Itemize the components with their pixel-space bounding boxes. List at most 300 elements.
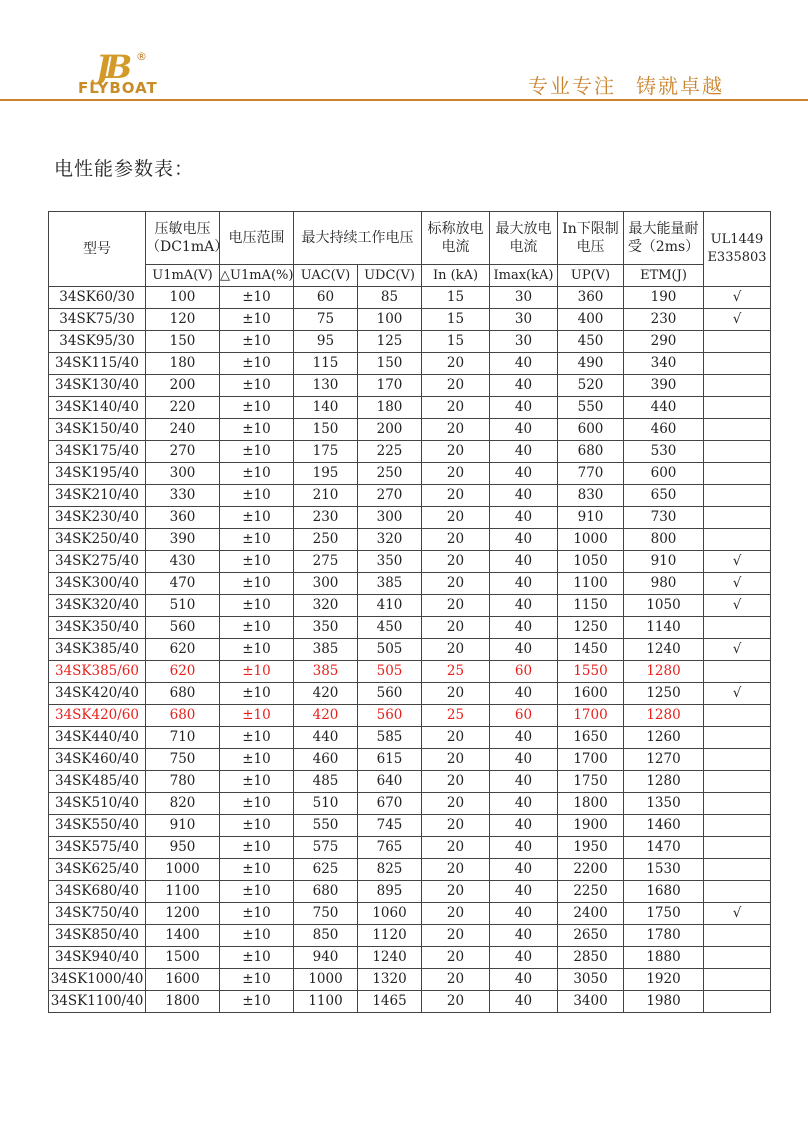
spec-table	[48, 211, 771, 1013]
cell-udc: 150	[358, 353, 422, 375]
cell-range: ±10	[220, 881, 294, 903]
cell-model: 34SK385/60	[49, 661, 146, 683]
cell-up: 1100	[558, 573, 624, 595]
cell-imax: 40	[490, 595, 558, 617]
cell-imax: 40	[490, 837, 558, 859]
cell-range: ±10	[220, 595, 294, 617]
cell-in: 25	[422, 705, 490, 727]
cell-imax: 40	[490, 617, 558, 639]
cell-ul: √	[704, 903, 771, 925]
cell-model: 34SK350/40	[49, 617, 146, 639]
cell-uac: 115	[294, 353, 358, 375]
page-title: 电性能参数表：	[54, 158, 195, 180]
table-row	[49, 573, 771, 595]
cell-model: 34SK575/40	[49, 837, 146, 859]
slogan-left: 专业专注	[528, 74, 616, 98]
cell-in: 20	[422, 551, 490, 573]
cell-model: 34SK75/30	[49, 309, 146, 331]
cell-ul	[704, 749, 771, 771]
cell-uac: 850	[294, 925, 358, 947]
cell-uac: 275	[294, 551, 358, 573]
cell-etm: 1920	[624, 969, 704, 991]
cell-in: 20	[422, 595, 490, 617]
cell-uac: 385	[294, 639, 358, 661]
cell-up: 2650	[558, 925, 624, 947]
cell-model: 34SK460/40	[49, 749, 146, 771]
cell-etm: 1240	[624, 639, 704, 661]
cell-u1ma: 390	[146, 529, 220, 551]
cell-ul	[704, 705, 771, 727]
table-row	[49, 309, 771, 331]
cell-model: 34SK485/40	[49, 771, 146, 793]
cell-in: 20	[422, 925, 490, 947]
cell-ul	[704, 969, 771, 991]
cell-range: ±10	[220, 947, 294, 969]
cell-ul	[704, 441, 771, 463]
header-imax: Imax(kA)	[490, 265, 558, 287]
cell-udc: 385	[358, 573, 422, 595]
cell-up: 600	[558, 419, 624, 441]
cell-in: 20	[422, 991, 490, 1013]
registered-mark: ®	[136, 50, 147, 63]
cell-etm: 1280	[624, 771, 704, 793]
cell-model: 34SK175/40	[49, 441, 146, 463]
cell-uac: 300	[294, 573, 358, 595]
cell-ul	[704, 661, 771, 683]
cell-range: ±10	[220, 969, 294, 991]
cell-ul	[704, 419, 771, 441]
cell-ul: √	[704, 309, 771, 331]
cell-ul	[704, 463, 771, 485]
cell-ul	[704, 617, 771, 639]
cell-udc: 585	[358, 727, 422, 749]
cell-range: ±10	[220, 617, 294, 639]
cell-u1ma: 1600	[146, 969, 220, 991]
cell-etm: 1250	[624, 683, 704, 705]
cell-udc: 250	[358, 463, 422, 485]
cell-u1ma: 950	[146, 837, 220, 859]
cell-range: ±10	[220, 661, 294, 683]
header-etm: ETM(J)	[624, 265, 704, 287]
table-row	[49, 485, 771, 507]
cell-uac: 940	[294, 947, 358, 969]
cell-u1ma: 100	[146, 287, 220, 309]
cell-etm: 1470	[624, 837, 704, 859]
cell-range: ±10	[220, 991, 294, 1013]
cell-range: ±10	[220, 529, 294, 551]
cell-in: 20	[422, 683, 490, 705]
cell-ul	[704, 793, 771, 815]
cell-up: 1600	[558, 683, 624, 705]
header-in: In (kA)	[422, 265, 490, 287]
cell-etm: 390	[624, 375, 704, 397]
cell-ul	[704, 859, 771, 881]
cell-in: 20	[422, 859, 490, 881]
cell-ul	[704, 815, 771, 837]
cell-udc: 1320	[358, 969, 422, 991]
cell-up: 2850	[558, 947, 624, 969]
spec-table-body	[49, 287, 771, 1013]
table-row	[49, 947, 771, 969]
cell-ul	[704, 837, 771, 859]
cell-uac: 1000	[294, 969, 358, 991]
header-divider	[0, 99, 808, 101]
cell-up: 360	[558, 287, 624, 309]
table-row	[49, 463, 771, 485]
cell-model: 34SK625/40	[49, 859, 146, 881]
cell-u1ma: 1200	[146, 903, 220, 925]
cell-model: 34SK150/40	[49, 419, 146, 441]
table-row	[49, 595, 771, 617]
cell-etm: 1270	[624, 749, 704, 771]
cell-model: 34SK750/40	[49, 903, 146, 925]
cell-in: 25	[422, 661, 490, 683]
cell-in: 20	[422, 771, 490, 793]
cell-uac: 150	[294, 419, 358, 441]
cell-u1ma: 180	[146, 353, 220, 375]
cell-udc: 560	[358, 683, 422, 705]
cell-in: 20	[422, 529, 490, 551]
cell-u1ma: 680	[146, 683, 220, 705]
table-row	[49, 441, 771, 463]
cell-model: 34SK130/40	[49, 375, 146, 397]
cell-u1ma: 780	[146, 771, 220, 793]
cell-in: 20	[422, 353, 490, 375]
table-row	[49, 705, 771, 727]
cell-model: 34SK115/40	[49, 353, 146, 375]
cell-u1ma: 510	[146, 595, 220, 617]
cell-model: 34SK940/40	[49, 947, 146, 969]
cell-etm: 1280	[624, 661, 704, 683]
cell-udc: 125	[358, 331, 422, 353]
cell-model: 34SK550/40	[49, 815, 146, 837]
cell-uac: 175	[294, 441, 358, 463]
cell-ul	[704, 485, 771, 507]
cell-etm: 530	[624, 441, 704, 463]
cell-imax: 30	[490, 309, 558, 331]
cell-model: 34SK510/40	[49, 793, 146, 815]
slogan	[528, 70, 724, 99]
cell-in: 20	[422, 749, 490, 771]
cell-imax: 40	[490, 353, 558, 375]
cell-etm: 1780	[624, 925, 704, 947]
cell-imax: 40	[490, 815, 558, 837]
cell-etm: 1530	[624, 859, 704, 881]
cell-ul: √	[704, 595, 771, 617]
cell-model: 34SK420/60	[49, 705, 146, 727]
cell-uac: 95	[294, 331, 358, 353]
cell-u1ma: 820	[146, 793, 220, 815]
cell-up: 520	[558, 375, 624, 397]
cell-udc: 1060	[358, 903, 422, 925]
header-du1ma: △U1mA(%)	[220, 265, 294, 287]
cell-etm: 1680	[624, 881, 704, 903]
cell-model: 34SK210/40	[49, 485, 146, 507]
cell-udc: 200	[358, 419, 422, 441]
cell-etm: 290	[624, 331, 704, 353]
cell-in: 20	[422, 793, 490, 815]
cell-imax: 40	[490, 969, 558, 991]
table-row	[49, 397, 771, 419]
cell-u1ma: 430	[146, 551, 220, 573]
cell-ul	[704, 397, 771, 419]
table-row	[49, 617, 771, 639]
cell-range: ±10	[220, 419, 294, 441]
cell-uac: 625	[294, 859, 358, 881]
cell-range: ±10	[220, 815, 294, 837]
cell-in: 20	[422, 639, 490, 661]
cell-range: ±10	[220, 837, 294, 859]
cell-range: ±10	[220, 793, 294, 815]
cell-etm: 600	[624, 463, 704, 485]
cell-up: 680	[558, 441, 624, 463]
cell-udc: 1240	[358, 947, 422, 969]
header-max-energy: 最大能量耐受（2ms）	[624, 212, 704, 265]
cell-imax: 40	[490, 749, 558, 771]
cell-imax: 40	[490, 551, 558, 573]
cell-uac: 420	[294, 683, 358, 705]
cell-ul: √	[704, 551, 771, 573]
cell-udc: 670	[358, 793, 422, 815]
cell-uac: 140	[294, 397, 358, 419]
cell-uac: 575	[294, 837, 358, 859]
cell-ul	[704, 771, 771, 793]
cell-etm: 650	[624, 485, 704, 507]
cell-u1ma: 330	[146, 485, 220, 507]
cell-uac: 350	[294, 617, 358, 639]
cell-range: ±10	[220, 859, 294, 881]
cell-etm: 1350	[624, 793, 704, 815]
header-nominal-discharge: 标称放电电流	[422, 212, 490, 265]
table-row	[49, 859, 771, 881]
cell-uac: 60	[294, 287, 358, 309]
table-row	[49, 881, 771, 903]
table-row	[49, 507, 771, 529]
cell-u1ma: 220	[146, 397, 220, 419]
cell-u1ma: 270	[146, 441, 220, 463]
cell-uac: 250	[294, 529, 358, 551]
table-row	[49, 903, 771, 925]
cell-uac: 385	[294, 661, 358, 683]
cell-model: 34SK420/40	[49, 683, 146, 705]
cell-u1ma: 1100	[146, 881, 220, 903]
cell-uac: 510	[294, 793, 358, 815]
cell-model: 34SK195/40	[49, 463, 146, 485]
cell-up: 1650	[558, 727, 624, 749]
cell-u1ma: 620	[146, 639, 220, 661]
cell-etm: 340	[624, 353, 704, 375]
cell-udc: 640	[358, 771, 422, 793]
cell-in: 20	[422, 727, 490, 749]
cell-udc: 825	[358, 859, 422, 881]
cell-in: 15	[422, 287, 490, 309]
cell-up: 2250	[558, 881, 624, 903]
cell-imax: 40	[490, 947, 558, 969]
cell-range: ±10	[220, 705, 294, 727]
cell-up: 450	[558, 331, 624, 353]
cell-udc: 350	[358, 551, 422, 573]
cell-up: 910	[558, 507, 624, 529]
cell-etm: 440	[624, 397, 704, 419]
cell-u1ma: 1400	[146, 925, 220, 947]
cell-u1ma: 120	[146, 309, 220, 331]
cell-uac: 680	[294, 881, 358, 903]
cell-imax: 40	[490, 727, 558, 749]
header-max-continuous: 最大持续工作电压	[294, 212, 422, 265]
cell-imax: 60	[490, 705, 558, 727]
table-row	[49, 287, 771, 309]
cell-imax: 30	[490, 331, 558, 353]
cell-in: 20	[422, 375, 490, 397]
cell-imax: 40	[490, 683, 558, 705]
table-row	[49, 771, 771, 793]
cell-range: ±10	[220, 463, 294, 485]
cell-range: ±10	[220, 375, 294, 397]
cell-udc: 300	[358, 507, 422, 529]
header-u1ma: U1mA(V)	[146, 265, 220, 287]
cell-etm: 1880	[624, 947, 704, 969]
cell-u1ma: 1500	[146, 947, 220, 969]
header-voltage-range: 电压范围	[220, 212, 294, 265]
cell-udc: 505	[358, 639, 422, 661]
cell-uac: 320	[294, 595, 358, 617]
cell-ul	[704, 353, 771, 375]
cell-imax: 60	[490, 661, 558, 683]
cell-udc: 170	[358, 375, 422, 397]
cell-up: 2200	[558, 859, 624, 881]
header-ul: UL1449 E335803	[704, 212, 771, 287]
cell-udc: 765	[358, 837, 422, 859]
cell-udc: 505	[358, 661, 422, 683]
cell-etm: 1140	[624, 617, 704, 639]
cell-u1ma: 750	[146, 749, 220, 771]
logo-text: FLYBOAT	[78, 79, 158, 97]
cell-u1ma: 910	[146, 815, 220, 837]
cell-ul	[704, 331, 771, 353]
cell-udc: 450	[358, 617, 422, 639]
table-row	[49, 925, 771, 947]
header-udc: UDC(V)	[358, 265, 422, 287]
cell-ul: √	[704, 683, 771, 705]
cell-range: ±10	[220, 771, 294, 793]
cell-imax: 30	[490, 287, 558, 309]
cell-model: 34SK1000/40	[49, 969, 146, 991]
cell-model: 34SK95/30	[49, 331, 146, 353]
cell-uac: 750	[294, 903, 358, 925]
header-max-discharge: 最大放电电流	[490, 212, 558, 265]
table-row	[49, 793, 771, 815]
cell-model: 34SK60/30	[49, 287, 146, 309]
cell-range: ±10	[220, 903, 294, 925]
cell-uac: 485	[294, 771, 358, 793]
cell-up: 1250	[558, 617, 624, 639]
cell-up: 1050	[558, 551, 624, 573]
cell-u1ma: 620	[146, 661, 220, 683]
cell-range: ±10	[220, 639, 294, 661]
cell-in: 20	[422, 441, 490, 463]
cell-etm: 1750	[624, 903, 704, 925]
cell-in: 20	[422, 573, 490, 595]
cell-up: 550	[558, 397, 624, 419]
cell-u1ma: 1800	[146, 991, 220, 1013]
table-row	[49, 749, 771, 771]
table-row	[49, 331, 771, 353]
cell-range: ±10	[220, 353, 294, 375]
cell-up: 1900	[558, 815, 624, 837]
cell-ul	[704, 375, 771, 397]
cell-udc: 615	[358, 749, 422, 771]
cell-uac: 195	[294, 463, 358, 485]
table-row	[49, 727, 771, 749]
table-row	[49, 551, 771, 573]
cell-imax: 40	[490, 925, 558, 947]
cell-imax: 40	[490, 991, 558, 1013]
header-in-limit: In下限制电压	[558, 212, 624, 265]
cell-imax: 40	[490, 859, 558, 881]
cell-model: 34SK230/40	[49, 507, 146, 529]
cell-ul: √	[704, 573, 771, 595]
cell-in: 20	[422, 617, 490, 639]
cell-model: 34SK385/40	[49, 639, 146, 661]
cell-up: 1550	[558, 661, 624, 683]
cell-udc: 85	[358, 287, 422, 309]
cell-udc: 410	[358, 595, 422, 617]
cell-model: 34SK1100/40	[49, 991, 146, 1013]
cell-imax: 40	[490, 793, 558, 815]
cell-ul	[704, 881, 771, 903]
cell-u1ma: 560	[146, 617, 220, 639]
cell-range: ±10	[220, 573, 294, 595]
slogan-right: 铸就卓越	[636, 74, 724, 98]
cell-ul	[704, 529, 771, 551]
cell-up: 3050	[558, 969, 624, 991]
cell-uac: 550	[294, 815, 358, 837]
cell-up: 1450	[558, 639, 624, 661]
cell-u1ma: 470	[146, 573, 220, 595]
cell-up: 1150	[558, 595, 624, 617]
cell-range: ±10	[220, 683, 294, 705]
header-model: 型号	[49, 212, 146, 287]
table-row	[49, 353, 771, 375]
cell-u1ma: 680	[146, 705, 220, 727]
cell-in: 20	[422, 463, 490, 485]
cell-up: 770	[558, 463, 624, 485]
cell-up: 1750	[558, 771, 624, 793]
cell-u1ma: 200	[146, 375, 220, 397]
cell-model: 34SK320/40	[49, 595, 146, 617]
cell-imax: 40	[490, 375, 558, 397]
cell-uac: 460	[294, 749, 358, 771]
cell-udc: 225	[358, 441, 422, 463]
cell-model: 34SK250/40	[49, 529, 146, 551]
cell-etm: 460	[624, 419, 704, 441]
cell-uac: 230	[294, 507, 358, 529]
cell-in: 20	[422, 815, 490, 837]
cell-imax: 40	[490, 397, 558, 419]
cell-ul: √	[704, 639, 771, 661]
header-varistor-voltage: 压敏电压（DC1mA）	[146, 212, 220, 265]
cell-in: 20	[422, 947, 490, 969]
cell-imax: 40	[490, 485, 558, 507]
cell-u1ma: 710	[146, 727, 220, 749]
cell-ul	[704, 947, 771, 969]
cell-up: 1700	[558, 749, 624, 771]
cell-ul: √	[704, 287, 771, 309]
cell-imax: 40	[490, 441, 558, 463]
cell-udc: 895	[358, 881, 422, 903]
cell-uac: 75	[294, 309, 358, 331]
cell-up: 1000	[558, 529, 624, 551]
